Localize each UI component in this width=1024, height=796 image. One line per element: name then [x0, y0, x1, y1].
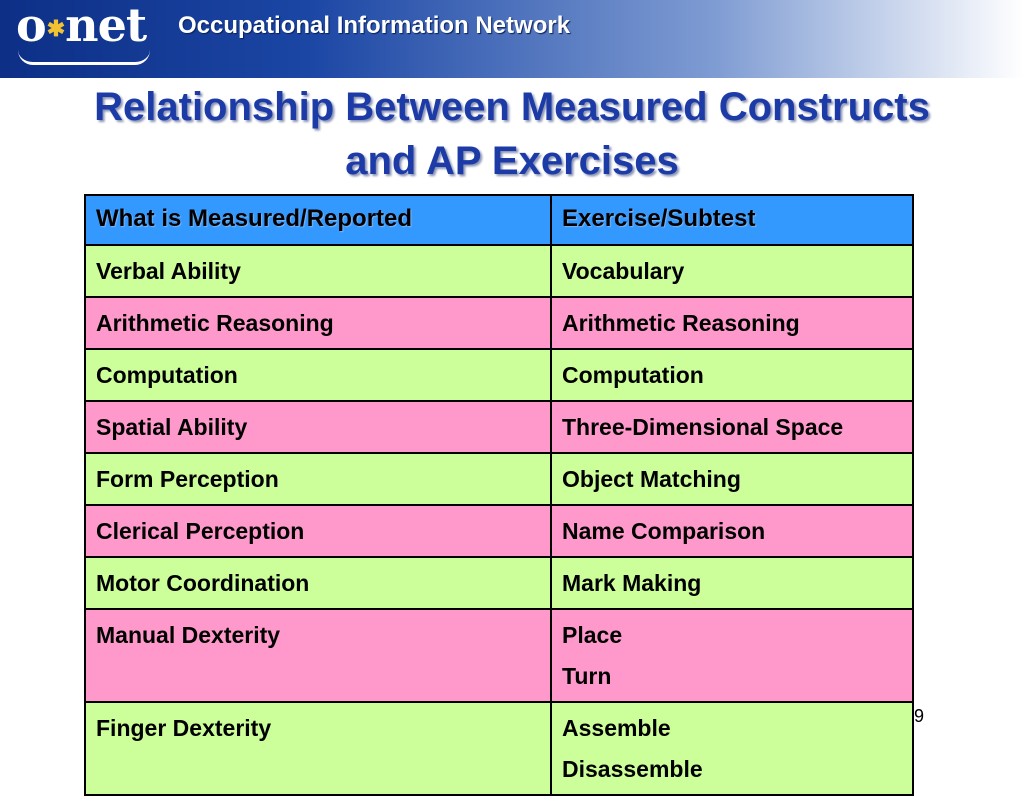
measured-cell: Form Perception [85, 453, 551, 505]
exercise-item: Place [562, 622, 623, 648]
slide-title-line-1: Relationship Between Measured Constructs [94, 85, 930, 129]
slide-title-line-2: and AP Exercises [345, 139, 679, 183]
measured-cell: Motor Coordination [85, 557, 551, 609]
measured-cell: Verbal Ability [85, 245, 551, 297]
column-header-measured: What is Measured/Reported [85, 195, 551, 245]
table-row [85, 702, 913, 795]
exercise-item: Three-Dimensional Space [562, 414, 844, 440]
exercise-cell [551, 702, 913, 795]
exercise-cell [551, 349, 913, 401]
measured-cell: Clerical Perception [85, 505, 551, 557]
logo-swoosh-icon [18, 50, 150, 65]
exercise-cell [551, 401, 913, 453]
exercise-item: Turn [562, 663, 612, 689]
exercise-cell [551, 557, 913, 609]
exercise-item: Arithmetic Reasoning [562, 310, 800, 336]
table-row [85, 245, 913, 297]
logo-text-right: net [65, 0, 147, 52]
column-header-exercise: Exercise/Subtest [551, 195, 913, 245]
constructs-table [84, 194, 914, 796]
exercise-item: Assemble [562, 715, 671, 741]
table-row [85, 349, 913, 401]
exercise-cell [551, 453, 913, 505]
table-row [85, 505, 913, 557]
star-icon: ✱ [46, 16, 65, 42]
measured-cell: Computation [85, 349, 551, 401]
exercise-item: Mark Making [562, 570, 702, 596]
exercise-cell [551, 505, 913, 557]
logo-text-left: o [16, 0, 46, 52]
exercise-item: Computation [562, 362, 704, 388]
page-number: 9 [914, 706, 925, 726]
table-row [85, 557, 913, 609]
exercise-item: Object Matching [562, 466, 741, 492]
measured-cell: Spatial Ability [85, 401, 551, 453]
exercise-cell [551, 297, 913, 349]
table-header-row [85, 195, 913, 245]
table-row [85, 453, 913, 505]
exercise-item: Disassemble [562, 756, 703, 782]
exercise-cell [551, 245, 913, 297]
table-row [85, 609, 913, 702]
table-row [85, 297, 913, 349]
network-title: Occupational Information Network [178, 12, 571, 39]
measured-cell: Arithmetic Reasoning [85, 297, 551, 349]
slide-title [0, 80, 1024, 188]
onet-logo [16, 0, 146, 56]
measured-cell: Manual Dexterity [85, 609, 551, 702]
exercise-item: Name Comparison [562, 518, 766, 544]
header-banner [0, 0, 1024, 78]
exercise-cell [551, 609, 913, 702]
measured-cell: Finger Dexterity [85, 702, 551, 795]
exercise-item: Vocabulary [562, 258, 685, 284]
table-row [85, 401, 913, 453]
